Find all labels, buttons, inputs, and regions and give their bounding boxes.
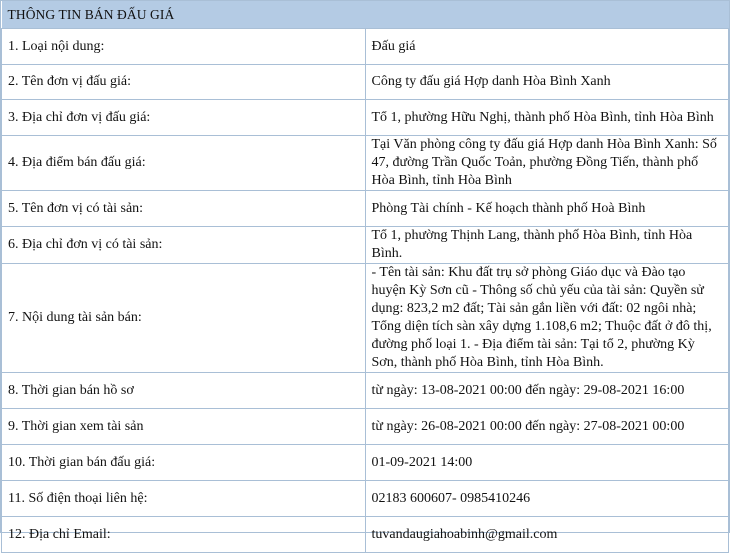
row-value: Tổ 1, phường Thịnh Lang, thành phố Hòa Bình, tỉnh Hòa Bình. xyxy=(365,227,729,264)
table-row xyxy=(2,409,729,445)
row-label: 1. Loại nội dung: xyxy=(2,29,366,65)
table-row xyxy=(2,517,729,553)
auction-info-table xyxy=(1,1,729,553)
table-row xyxy=(2,373,729,409)
row-label: 12. Địa chỉ Email: xyxy=(2,517,366,553)
row-value: Công ty đấu giá Hợp danh Hòa Bình Xanh xyxy=(365,65,729,100)
table-row xyxy=(2,227,729,264)
email-value: tuvandaugiahoabinh@gmail.com xyxy=(365,517,729,553)
row-value: Tổ 1, phường Hữu Nghị, thành phố Hòa Bình, tỉnh Hòa Bình xyxy=(365,100,729,136)
row-value: - Tên tài sản: Khu đất trụ sở phòng Giáo dục và Đào tạo huyện Kỳ Sơn cũ - Thông số chủ yếu của tài sản: Quyền sử dụng: 823,2 m2 đất; Tài sản gắn liền với đất: 02 ngôi nhà; Tổng diện tích sàn xây dựng 1.108,6 m2; Thuộc đất ở đô thị, đường phố loại 1. - Địa điểm tài sản: Tại tổ 2, phường Kỳ Sơn, thành phố Hòa Bình, tỉnh Hòa Bình. xyxy=(365,264,729,373)
row-value: Phòng Tài chính - Kế hoạch thành phố Hoà Bình xyxy=(365,191,729,227)
row-label: 6. Địa chỉ đơn vị có tài sản: xyxy=(2,227,366,264)
table-row xyxy=(2,136,729,191)
row-label: 8. Thời gian bán hồ sơ xyxy=(2,373,366,409)
table-row xyxy=(2,65,729,100)
row-value: Đấu giá xyxy=(365,29,729,65)
row-label: 2. Tên đơn vị đấu giá: xyxy=(2,65,366,100)
row-value: từ ngày: 26-08-2021 00:00 đến ngày: 27-08-2021 00:00 xyxy=(365,409,729,445)
table-row xyxy=(2,481,729,517)
row-label: 11. Số điện thoại liên hệ: xyxy=(2,481,366,517)
row-label: 3. Địa chỉ đơn vị đấu giá: xyxy=(2,100,366,136)
table-row xyxy=(2,191,729,227)
row-label: 4. Địa điểm bán đấu giá: xyxy=(2,136,366,191)
row-value: 02183 600607- 0985410246 xyxy=(365,481,729,517)
header-row xyxy=(2,1,729,29)
row-value: 01-09-2021 14:00 xyxy=(365,445,729,481)
row-label: 10. Thời gian bán đấu giá: xyxy=(2,445,366,481)
table-row xyxy=(2,100,729,136)
table-row xyxy=(2,29,729,65)
table-title: THÔNG TIN BÁN ĐẤU GIÁ xyxy=(2,1,729,29)
row-label: 7. Nội dung tài sản bán: xyxy=(2,264,366,373)
table-row xyxy=(2,264,729,373)
table-row xyxy=(2,445,729,481)
row-value: Tại Văn phòng công ty đấu giá Hợp danh Hòa Bình Xanh: Số 47, đường Trần Quốc Toản, phường Đồng Tiến, thành phố Hòa Bình, tỉnh Hòa Bình xyxy=(365,136,729,191)
row-label: 9. Thời gian xem tài sản xyxy=(2,409,366,445)
row-value: từ ngày: 13-08-2021 00:00 đến ngày: 29-08-2021 16:00 xyxy=(365,373,729,409)
row-label: 5. Tên đơn vị có tài sản: xyxy=(2,191,366,227)
